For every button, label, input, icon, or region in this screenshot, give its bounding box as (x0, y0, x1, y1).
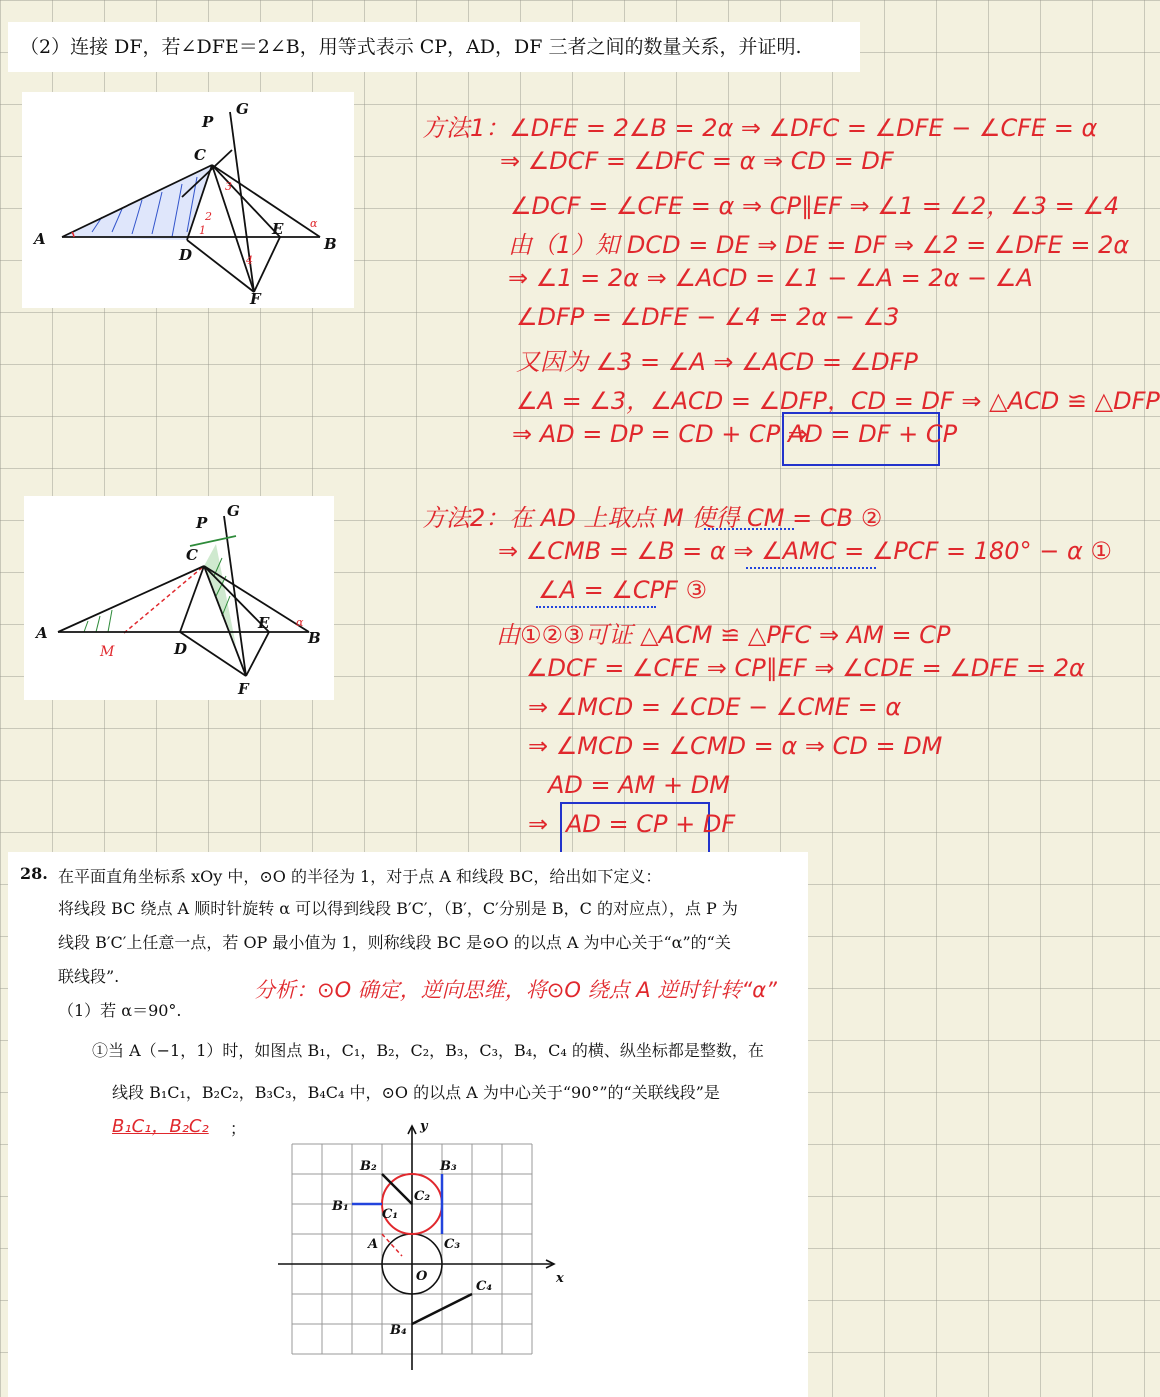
q28-line-1: 在平面直角坐标系 xOy 中，⊙O 的半径为 1，对于点 A 和线段 BC，给出如下定义： (58, 867, 662, 886)
label-alpha: α (310, 217, 318, 230)
label-B3: B₃ (440, 1159, 457, 1174)
label-C1: C₁ (382, 1207, 399, 1222)
label-D: D (174, 640, 188, 658)
label-B: B (324, 235, 337, 253)
coordinate-grid (278, 1120, 578, 1380)
q28-answer-tail: ； (230, 1119, 247, 1138)
label-P: P (202, 113, 214, 131)
q28-part-1: （1）若 α＝90°. (58, 1001, 182, 1020)
label-E: E (258, 614, 270, 632)
figure-2-green-hatch (204, 544, 236, 646)
label-O: O (416, 1269, 428, 1284)
label-D: D (179, 246, 193, 264)
label-F: F (238, 680, 249, 698)
label-C3: C₃ (444, 1237, 461, 1252)
q28-line-3: 线段 B′C′上任意一点，若 OP 最小值为 1，则称线段 BC 是⊙O 的以点 A 为中心关于“α”的“关 (58, 933, 731, 952)
q28-analysis-note: 分析：⊙O 确定，逆向思维，将⊙O 绕点 A 逆时针转“α” (254, 978, 777, 1002)
method-2-line-1: 方法2：在 AD 上取点 M 使得 CM = CB ② (422, 504, 883, 532)
q28-line-4: 联线段”. (58, 967, 120, 986)
label-B4: B₄ (390, 1323, 407, 1338)
q28-line-2: 将线段 BC 绕点 A 顺时针旋转 α 可以得到线段 B′C′，（B′，C′分别是 B，C 的对应点），点 P 为 (58, 899, 738, 918)
label-x: x (556, 1271, 564, 1286)
method-2-line-8: AD = AM + DM (548, 771, 730, 799)
label-y: y (420, 1119, 428, 1134)
q28-sub-1: ①当 A（−1，1）时，如图点 B₁，C₁，B₂，C₂，B₃，C₃，B₄，C₄ 的横、纵坐标都是整数，在 (92, 1041, 764, 1060)
label-C: C (194, 146, 206, 164)
method-2-answer: AD = CP + DF (566, 810, 736, 838)
method-1-line-2: ⇒ ∠DCF = ∠DFC = α ⇒ CD = DF (500, 147, 894, 175)
figure-1 (22, 92, 354, 308)
label-C: C (186, 546, 198, 564)
method-1-line-9: ⇒ AD = DP = CD + CP ⇒ (512, 420, 808, 448)
method-2-line-4: 由①②③可证 △ACM ≌ △PFC ⇒ AM = CP (496, 621, 951, 649)
label-G: G (227, 502, 240, 520)
label-angle-4: 4 (246, 254, 253, 267)
label-M: M (100, 644, 115, 660)
method-1-line-6: ∠DFP = ∠DFE − ∠4 = 2α − ∠3 (516, 303, 900, 331)
method-1-line-3: ∠DCF = ∠CFE = α ⇒ CP∥EF ⇒ ∠1 = ∠2，∠3 = ∠4 (510, 192, 1120, 220)
figure-2 (24, 496, 334, 700)
method-1-line-8: ∠A = ∠3，∠ACD = ∠DFP，CD = DF ⇒ △ACD ≌ △DFP (516, 387, 1160, 415)
axes (278, 1126, 554, 1370)
method-1-line-7: 又因为 ∠3 = ∠A ⇒ ∠ACD = ∠DFP (516, 348, 918, 376)
label-P: P (196, 514, 208, 532)
method-2-underline-3 (536, 600, 656, 608)
label-A: A (36, 624, 48, 642)
label-C4: C₄ (476, 1279, 493, 1294)
method-1-answer: AD = DF + CP (788, 420, 958, 448)
method-2-line-2: ⇒ ∠CMB = ∠B = α ⇒ ∠AMC = ∠PCF = 180° − α ① (498, 537, 1112, 565)
method-1-line-4: 由（1）知 DCD = DE ⇒ DE = DF ⇒ ∠2 = ∠DFE = 2α (508, 231, 1130, 259)
label-angle-1: 1 (199, 224, 206, 237)
question-2-header: （2）连接 DF，若∠DFE＝2∠B，用等式表示 CP，AD，DF 三者之间的数量关系，并证明. (8, 22, 860, 72)
q28-number: 28. (20, 864, 48, 883)
figure-1-svg (22, 92, 354, 308)
method-1-line-1: 方法1：∠DFE = 2∠B = 2α ⇒ ∠DFC = ∠DFE − ∠CFE = α (422, 114, 1098, 142)
figure-2-svg (24, 496, 334, 700)
label-A: A (34, 230, 46, 248)
method-2-underline-1 (704, 522, 794, 530)
method-2-underline-2 (746, 561, 876, 569)
method-1-line-5: ⇒ ∠1 = 2α ⇒ ∠ACD = ∠1 − ∠A = 2α − ∠A (508, 264, 1033, 292)
method-2-line-9: ⇒ (528, 810, 549, 838)
label-angle-2: 2 (205, 210, 212, 223)
label-C2: C₂ (414, 1189, 431, 1204)
label-alpha: α (296, 616, 304, 629)
label-F: F (250, 290, 261, 308)
label-B2: B₂ (360, 1159, 377, 1174)
method-2-line-5: ∠DCF = ∠CFE ⇒ CP∥EF ⇒ ∠CDE = ∠DFE = 2α (526, 654, 1085, 682)
label-E: E (272, 220, 284, 238)
label-G: G (236, 100, 249, 118)
label-B: B (308, 629, 321, 647)
method-2-line-7: ⇒ ∠MCD = ∠CMD = α ⇒ CD = DM (528, 732, 943, 760)
label-A: A (368, 1237, 379, 1252)
label-angle-3: 3 (225, 180, 232, 193)
method-2-line-6: ⇒ ∠MCD = ∠CDE − ∠CME = α (528, 693, 902, 721)
question-28 (8, 852, 808, 1397)
q28-sub-2: 线段 B₁C₁，B₂C₂，B₃C₃，B₄C₄ 中，⊙O 的以点 A 为中心关于“90°”的“关联线段”是 (112, 1083, 720, 1102)
label-B1: B₁ (332, 1199, 349, 1214)
q28-answer: B₁C₁，B₂C₂ (112, 1116, 209, 1137)
method-2-line-3: ∠A = ∠CPF ③ (538, 576, 707, 604)
